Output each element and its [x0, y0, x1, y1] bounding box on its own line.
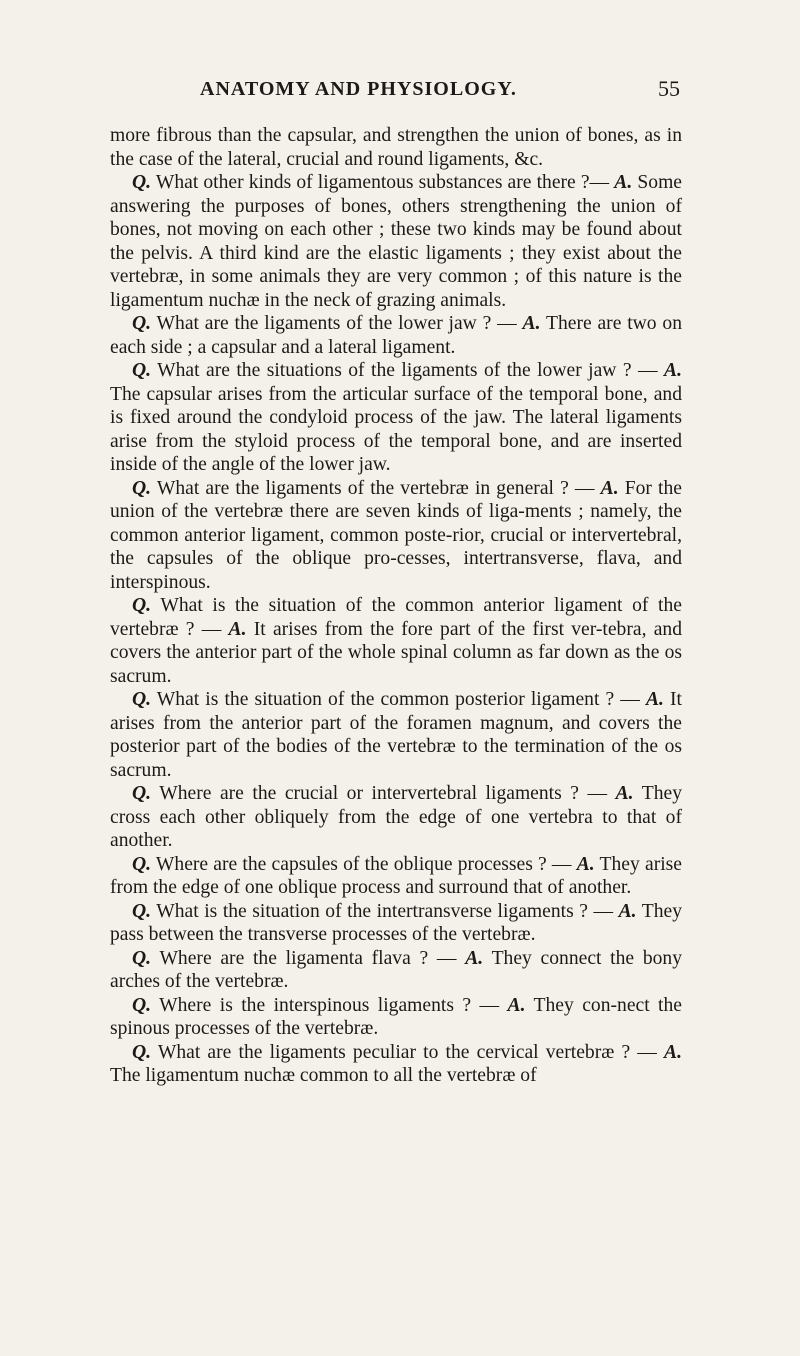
- question-text: What are the ligaments of the lower jaw ? —: [156, 313, 517, 334]
- question-label: Q.: [132, 595, 152, 616]
- question-answer: [110, 947, 682, 994]
- question-text: Where are the capsules of the oblique processes ? —: [155, 853, 572, 875]
- body-text: [110, 124, 682, 1088]
- answer-text: The ligamentum nuchæ common to all the vertebræ of: [110, 1065, 537, 1086]
- answer-text: They connect the bony arches of the vertebræ.: [110, 947, 683, 992]
- question-text: What are the ligaments peculiar to the cervical vertebræ ? —: [157, 1041, 657, 1063]
- question-text: What are the situations of the ligaments of the lower jaw ? —: [157, 360, 658, 381]
- question-label: Q.: [132, 994, 152, 1016]
- question-text: What other kinds of ligamentous substances are there ?—: [155, 172, 610, 193]
- question-label: Q.: [132, 477, 152, 499]
- question-label: Q.: [132, 1041, 152, 1063]
- answer-label: A.: [664, 360, 682, 381]
- question-answer: [110, 171, 682, 312]
- question-answer: [110, 900, 682, 947]
- question-text: Where is the interspinous ligaments ? —: [159, 994, 500, 1016]
- running-title: ANATOMY AND PHYSIOLOGY.: [200, 78, 517, 100]
- question-label: Q.: [132, 313, 152, 334]
- question-answer: [110, 853, 682, 900]
- question-label: Q.: [132, 900, 152, 922]
- question-answer: [110, 312, 682, 359]
- paragraph-text: more fibrous than the capsular, and strengthen the union of bones, as in the case of the lateral, crucial and round ligaments, &c.: [110, 125, 682, 170]
- question-answer: [110, 688, 682, 782]
- question-text: What is the situation of the common posterior ligament ? —: [156, 689, 640, 710]
- paragraph: [110, 124, 682, 171]
- answer-label: A.: [645, 689, 664, 710]
- answer-text: They cross each other obliquely from the edge of one vertebra to that of another.: [110, 783, 683, 851]
- question-text: What is the situation of the intertransverse ligaments ? —: [156, 900, 614, 922]
- answer-text: The capsular arises from the articular surface of the temporal bone, and is fixed around the condyloid process of the jaw. The lateral ligaments arise from the styloid process of the temporal bone, and are inserted inside of the angle of the lower jaw.: [110, 383, 682, 475]
- answer-text: For the union of the vertebræ there are seven kinds of liga-ments ; namely, the common anterior ligament, common poste-rior, crucial or intervertebral, the capsules of the oblique pro-cesses, intertransverse, flava, and interspinous.: [110, 477, 682, 593]
- question-label: Q.: [132, 689, 152, 710]
- question-answer: [110, 594, 682, 688]
- answer-label: A.: [618, 900, 637, 922]
- question-answer: [110, 782, 682, 853]
- answer-label: A.: [228, 618, 247, 640]
- answer-label: A.: [465, 947, 484, 969]
- answer-label: A.: [576, 853, 595, 875]
- question-text: What is the situation of the common anterior ligament of the vertebræ ? —: [110, 595, 682, 640]
- question-text: What are the ligaments of the vertebræ in general ? —: [156, 477, 595, 499]
- answer-text: There are two on each side ; a capsular and a lateral ligament.: [110, 313, 682, 358]
- answer-label: A.: [615, 783, 634, 804]
- question-label: Q.: [132, 947, 152, 969]
- answer-label: A.: [600, 477, 619, 499]
- question-text: Where are the crucial or intervertebral ligaments ? —: [159, 783, 608, 804]
- question-label: Q.: [132, 783, 152, 804]
- answer-label: A.: [664, 1041, 682, 1063]
- question-answer: [110, 994, 682, 1041]
- answer-text: They con-nect the spinous processes of the vertebræ.: [110, 994, 682, 1039]
- question-answer: [110, 477, 682, 595]
- question-label: Q.: [132, 172, 152, 193]
- question-answer: [110, 359, 682, 477]
- answer-label: A.: [522, 313, 541, 334]
- answer-text: They pass between the transverse processes of the vertebræ.: [110, 900, 683, 945]
- answer-text: It arises from the fore part of the first ver-tebra, and covers the anterior part of the whole spinal column as far down as the os sacrum.: [110, 618, 682, 687]
- question-text: Where are the ligamenta flava ? —: [159, 947, 457, 969]
- page-number: 55: [658, 76, 680, 101]
- question-label: Q.: [132, 360, 152, 381]
- answer-text: They arise from the edge of one oblique process and surround that of another.: [110, 853, 682, 898]
- question-label: Q.: [132, 853, 152, 875]
- question-answer: [110, 1041, 682, 1088]
- answer-text: It arises from the anterior part of the foramen magnum, and covers the posterior part of the bodies of the vertebræ to the termination of the os sacrum.: [110, 689, 682, 781]
- answer-label: A.: [507, 994, 526, 1016]
- answer-label: A.: [614, 172, 633, 193]
- answer-text: Some answering the purposes of bones, others strengthening the union of bones, not moving on each other ; these two kinds may be found about the pelvis. A third kind are the elastic ligaments ; they exist about the vertebræ, in some animals they are very common ; of this nature is the ligamentum nuchæ in the neck of grazing animals.: [110, 172, 683, 311]
- running-head: [200, 78, 680, 108]
